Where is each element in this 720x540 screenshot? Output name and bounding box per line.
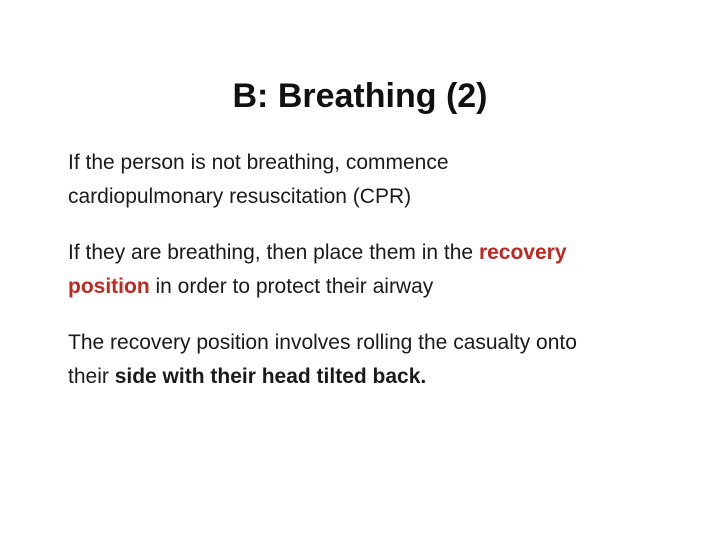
recovery-highlight: recovery (478, 241, 567, 264)
head-tilt-emphasis: side with their head tilted back. (114, 365, 427, 388)
slide-title: B: Breathing (2) (232, 77, 488, 115)
paragraph-recovery (68, 236, 668, 304)
slide-body (68, 146, 668, 416)
paragraph-cpr-line2: cardiopulmonary resuscitation (CPR) (68, 185, 412, 208)
paragraph-recovery-line2-text: in order to protect their airway (149, 275, 434, 298)
paragraph-position-line2-text: their (68, 365, 115, 388)
paragraph-cpr (68, 146, 668, 214)
paragraph-cpr-line1: If the person is not breathing, commence (68, 151, 449, 174)
paragraph-position (68, 326, 668, 394)
paragraph-position-line1: The recovery position involves rolling the casualty onto (68, 331, 577, 354)
position-highlight: position (68, 275, 150, 298)
paragraph-recovery-line1-text: If they are breathing, then place them in the (68, 241, 479, 264)
